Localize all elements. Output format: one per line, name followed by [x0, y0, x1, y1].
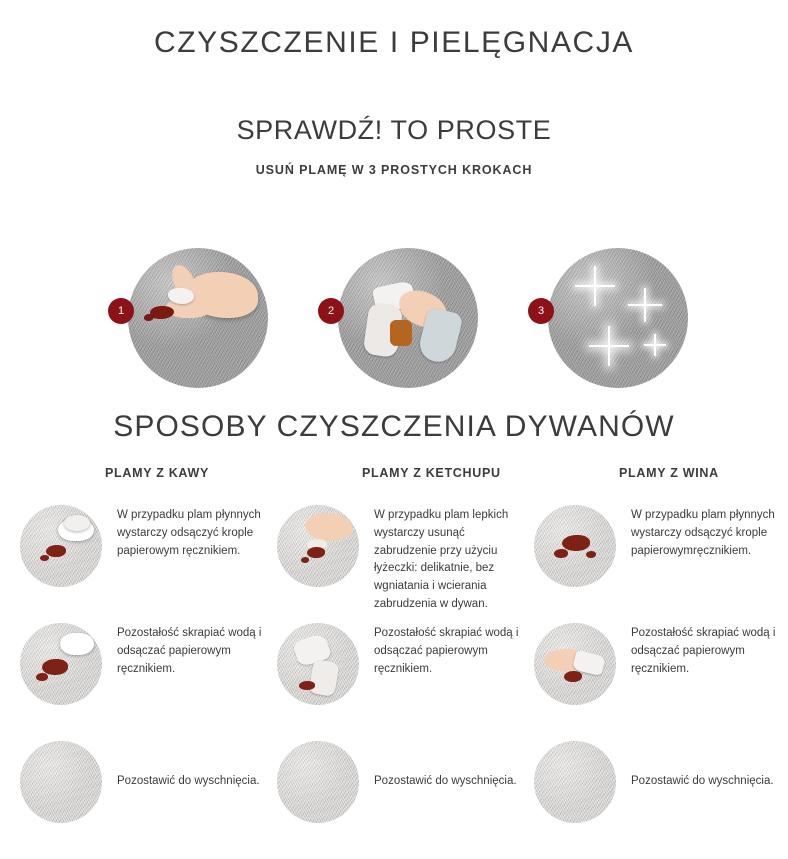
method-text: W przypadku plam płynnych wystarczy odsączyć krople papierowym ręcznikiem.: [117, 509, 261, 557]
clean-carpet-photo: [277, 741, 359, 823]
sparkle-icon: [628, 304, 662, 306]
carpet-texture: [534, 741, 616, 823]
method-text: Pozostałość skrapiać wodą i odsączać papierowym ręcznikiem.: [117, 627, 262, 675]
method-row: [20, 741, 270, 859]
methods-columns: [0, 466, 788, 856]
clean-carpet-photo: [20, 741, 102, 823]
method-row: [277, 505, 527, 623]
method-row: [277, 741, 527, 859]
step-2: [318, 248, 468, 388]
carpet-texture: [277, 741, 359, 823]
method-row: [534, 741, 784, 859]
subtitle-caption: USUŃ PLAMĘ W 3 PROSTYCH KROKACH: [255, 162, 533, 177]
step-number-badge: 1: [108, 298, 134, 324]
ketchup-spoon-photo: [277, 505, 359, 587]
ketchup-residue-photo: [277, 623, 359, 705]
wine-spill-photo: [534, 505, 616, 587]
method-row: [534, 505, 784, 623]
carpet-texture: [548, 248, 688, 388]
sparkle-icon: [589, 345, 629, 347]
column-title: PLAMY Z WINA: [619, 466, 719, 480]
method-text: W przypadku plam płynnych wystarczy odsączyć krople papierowymręcznikiem.: [631, 509, 775, 557]
step-number-badge: 3: [528, 298, 554, 324]
method-row: [20, 623, 270, 741]
column-title: PLAMY Z KETCHUPU: [362, 466, 501, 480]
column-coffee: [20, 466, 270, 859]
step-clean-carpet-sparkle-photo: [548, 248, 688, 388]
method-text: Pozostałość skrapiać wodą i odsączać papierowym ręcznikiem.: [374, 627, 519, 675]
method-row: [20, 505, 270, 623]
method-text: Pozostawić do wyschnięcia.: [631, 775, 774, 787]
method-text: Pozostałość skrapiać wodą i odsączać papierowym ręcznikiem.: [631, 627, 776, 675]
method-row: [277, 623, 527, 741]
step-blot-stain-photo: [128, 248, 268, 388]
page-title: CZYSZCZENIE I PIELĘGNACJA: [153, 26, 635, 59]
step-1: [108, 248, 258, 388]
column-ketchup: [277, 466, 527, 859]
subtitle: SPRAWDŹ! TO PROSTE: [236, 115, 552, 145]
column-wine: [534, 466, 784, 859]
column-title: PLAMY Z KAWY: [105, 466, 210, 480]
coffee-cup-spill-photo: [20, 505, 102, 587]
section-title: SPOSOBY CZYSZCZENIA DYWANÓW: [113, 410, 675, 443]
step-apply-cleaner-photo: [338, 248, 478, 388]
sparkle-icon: [644, 344, 666, 346]
method-row: [534, 623, 784, 741]
coffee-residue-photo: [20, 623, 102, 705]
method-text: Pozostawić do wyschnięcia.: [374, 775, 517, 787]
steps-row: [0, 248, 788, 388]
wine-residue-photo: [534, 623, 616, 705]
sparkle-icon: [575, 285, 615, 287]
clean-carpet-photo: [534, 741, 616, 823]
step-3: [528, 248, 678, 388]
step-number-badge: 2: [318, 298, 344, 324]
method-text: Pozostawić do wyschnięcia.: [117, 775, 260, 787]
method-text: W przypadku plam lepkich wystarczy usunąć zabrudzenie przy użyciu łyżeczki: delikatnie, bez wgniatania i wcierania zabrudzenia w dywan.: [374, 509, 509, 611]
carpet-texture: [20, 741, 102, 823]
